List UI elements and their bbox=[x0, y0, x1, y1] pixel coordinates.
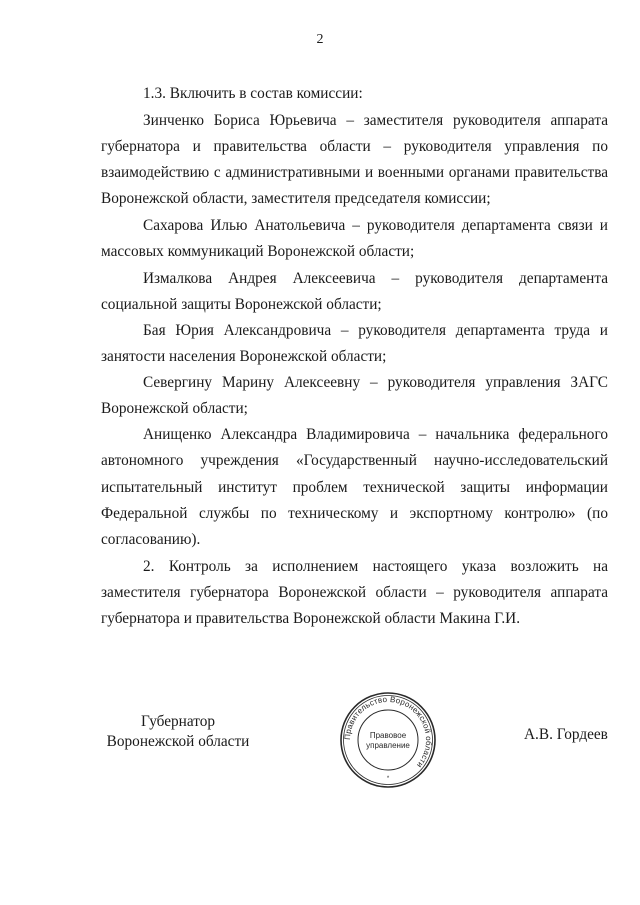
signatory-name: А.В. Гордеев bbox=[524, 726, 608, 743]
signatory-position-line-2: Воронежской области bbox=[106, 733, 250, 750]
member-bai-line-1: Бая Юрия Александровича – руководителя департамента труда и bbox=[143, 322, 608, 339]
paragraph-2-line-2: заместителя губернатора Воронежской области – руководителя аппарата bbox=[101, 584, 608, 601]
member-izmalkov-line-1: Измалкова Андрея Алексеевича – руководителя департамента bbox=[143, 270, 608, 287]
member-bai-line-2: занятости населения Воронежской области; bbox=[101, 348, 387, 365]
svg-text:Правовое: Правовое bbox=[369, 731, 407, 740]
member-zinchenko-line-3: взаимодействию с административными и военными органами правительства bbox=[101, 164, 608, 181]
signatory-position-line-1: Губернатор bbox=[140, 713, 216, 730]
svg-text:Правительство Воронежской обла: Правительство Воронежской области bbox=[342, 694, 434, 770]
member-zinchenko-line-2: губернатора и правительства области – руководителя управления по bbox=[101, 138, 608, 155]
paragraph-2-line-1: 2. Контроль за исполнением настоящего указа возложить на bbox=[143, 558, 608, 575]
member-severgina-line-2: Воронежской области; bbox=[101, 400, 248, 417]
svg-text:управление: управление bbox=[366, 741, 410, 750]
member-sakharov-line-2: массовых коммуникаций Воронежской области; bbox=[101, 243, 415, 260]
page-number: 2 bbox=[316, 32, 324, 47]
paragraph-2-line-3: губернатора и правительства Воронежской области Макина Г.И. bbox=[101, 610, 521, 627]
stamp-seal-icon bbox=[338, 690, 438, 790]
member-zinchenko-line-4: Воронежской области, заместителя председателя комиссии; bbox=[101, 190, 491, 207]
svg-text:*: * bbox=[386, 776, 390, 782]
member-sakharov-line-1: Сахарова Илью Анатольевича – руководителя департамента связи и bbox=[143, 217, 608, 234]
member-anishchenko-line-4: Федеральной службы по техническому и экспортному контролю» (по bbox=[101, 505, 608, 522]
member-anishchenko-line-2: автономного учреждения «Государственный научно-исследовательский bbox=[101, 452, 608, 469]
member-izmalkov-line-2: социальной защиты Воронежской области; bbox=[101, 296, 382, 313]
official-stamp bbox=[338, 690, 438, 790]
member-severgina-line-1: Севергину Марину Алексеевну – руководителя управления ЗАГС bbox=[143, 374, 608, 391]
member-zinchenko-line-1: Зинченко Бориса Юрьевича – заместителя руководителя аппарата bbox=[143, 112, 608, 129]
member-anishchenko-line-1: Анищенко Александра Владимировича – начальника федерального bbox=[143, 426, 608, 443]
signatory-position bbox=[98, 712, 258, 752]
member-anishchenko-line-5: согласованию). bbox=[101, 531, 201, 548]
member-anishchenko-line-3: испытательный институт проблем технической защиты информации bbox=[101, 479, 608, 496]
paragraph-1-3-heading: 1.3. Включить в состав комиссии: bbox=[143, 85, 363, 102]
